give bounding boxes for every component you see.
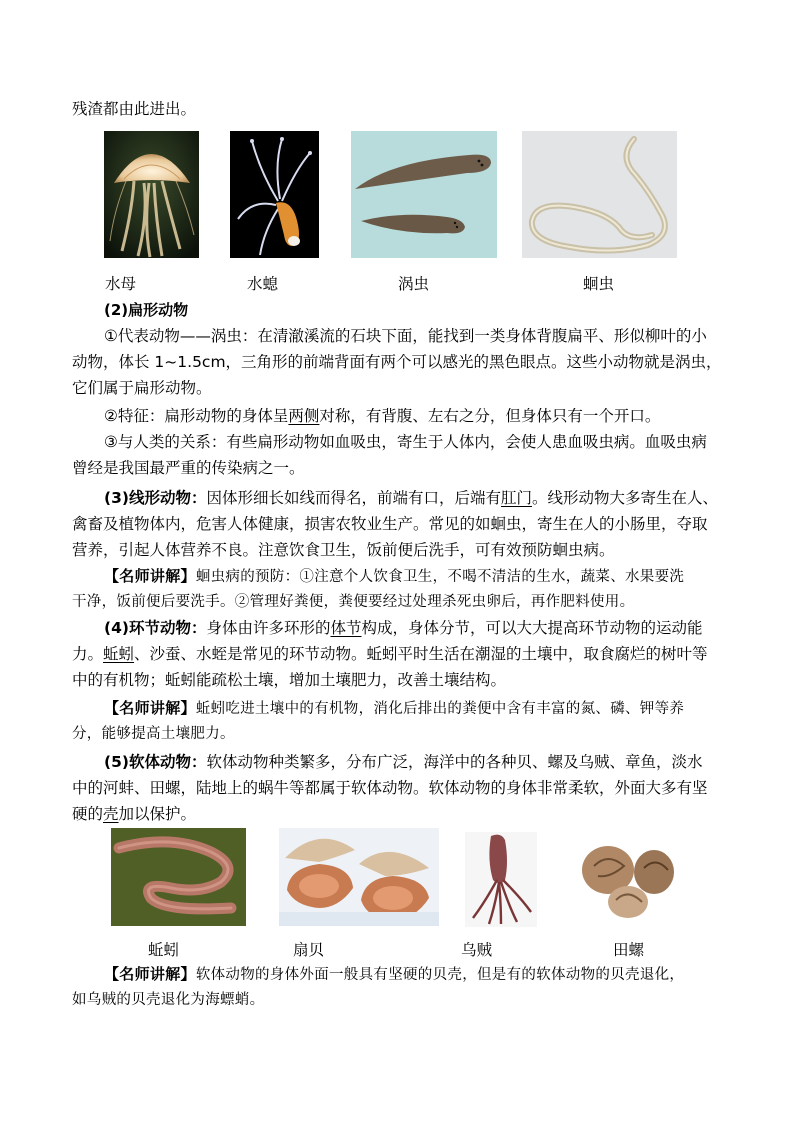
text: 软体动物的身体外面一般具有坚硬的贝壳，但是有的软体动物的贝壳退化，: [195, 967, 685, 983]
caption-hydra: 水螅: [247, 275, 279, 293]
text: 加以保护。: [118, 805, 197, 823]
note1-line2: 干净，饭前便后要洗手。②管理好粪便，粪便要经过处理杀死虫卵后，再作肥料使用。: [72, 594, 635, 610]
underlined-term: 壳: [103, 805, 119, 823]
text: 硬的: [72, 805, 104, 823]
annelid-line3: 中的有机物；蚯蚓能疏松土壤，增加土壤肥力，改善土壤结构。: [72, 671, 507, 689]
note1-line1: [104, 566, 684, 587]
note3-line2: 如乌贼的贝壳退化为海螵蛸。: [72, 992, 265, 1008]
text: 蚯蚓吃进土壤中的有机物，消化后排出的粪便中含有丰富的氮、磷、钾等养: [195, 701, 685, 717]
roundworm-photo: [522, 131, 677, 258]
note2-line1: [104, 698, 684, 719]
flatworm-p3-line2: 曾经是我国最严重的传染病之一。: [72, 459, 305, 477]
roundworm-line3: 营养，引起人体营养不良。注意饮食卫生，饭前便后洗手，可有效预防蛔虫病。: [72, 541, 615, 559]
caption-jellyfish: 水母: [105, 275, 137, 293]
flatworm-p1-line3: 它们属于扁形动物。: [72, 379, 212, 397]
caption-river-snail: 田螺: [613, 941, 645, 959]
hydra-photo: [230, 131, 319, 258]
river-snail-photo: [570, 832, 680, 927]
text: 。线形动物大多寄生在人、: [532, 489, 719, 507]
mollusc-line1: [104, 752, 702, 772]
underlined-term: 体节: [330, 619, 362, 637]
section-roundworm-heading: (3)线形动物：: [104, 489, 207, 507]
underlined-term: 两侧: [288, 407, 320, 425]
text: 、沙蚕、水蛭是常见的环节动物。蚯蚓平时生活在潮湿的土壤中，取食腐烂的树叶等: [134, 645, 708, 663]
section-annelid-heading: (4)环节动物：: [104, 619, 207, 637]
note2-line2: 分，能够提高土壤肥力。: [72, 726, 235, 742]
underlined-term: 肛门: [500, 489, 532, 507]
jellyfish-photo: [104, 131, 199, 258]
flatworm-p3-line1: ③与人类的关系：有些扁形动物如血吸虫，寄生于人体内，会使人患血吸虫病。血吸虫病: [104, 433, 707, 451]
text: 力。: [72, 645, 104, 663]
text: ②特征：扁形动物的身体呈: [104, 407, 289, 425]
caption-squid: 乌贼: [461, 941, 493, 959]
section-flatworm-heading: (2)扁形动物: [104, 301, 189, 319]
section-mollusc-heading: (5)软体动物：: [104, 753, 207, 771]
note-label: 【名师讲解】: [104, 567, 196, 585]
annelid-line2: [72, 644, 708, 664]
text: 软体动物种类繁多，分布广泛，海洋中的各种贝、螺及乌贼、章鱼，淡水: [206, 753, 703, 771]
text: 蛔虫病的预防：①注意个人饮食卫生，不喝不清洁的生水，蔬菜、水果要洗: [195, 569, 685, 585]
text: 身体由许多环形的: [206, 619, 331, 637]
note-label: 【名师讲解】: [104, 699, 196, 717]
note-label: 【名师讲解】: [104, 965, 196, 983]
flatworm-photo: [351, 131, 497, 258]
earthworm-photo: [111, 828, 246, 926]
caption-flatworm: 涡虫: [398, 275, 430, 293]
caption-scallop: 扇贝: [293, 941, 325, 959]
caption-roundworm: 蛔虫: [583, 275, 615, 293]
intro-line: 残渣都由此进出。: [72, 100, 197, 118]
roundworm-line1: [104, 488, 718, 508]
flatworm-p1-line2: 动物，体长 1~1.5cm，三角形的前端背面有两个可以感光的黑色眼点。这些小动物就是涡虫，: [72, 353, 722, 371]
annelid-line1: [104, 618, 703, 638]
note3-line1: [104, 964, 684, 985]
mollusc-line2: 中的河蚌、田螺，陆地上的蜗牛等都属于软体动物。软体动物的身体非常柔软，外面大多有坚: [72, 779, 708, 797]
mollusc-line3: [72, 804, 196, 824]
underlined-term: 蚯蚓: [103, 645, 135, 663]
flatworm-p1-line1: ①代表动物——涡虫：在清澈溪流的石块下面，能找到一类身体背腹扁平、形似柳叶的小: [104, 327, 707, 345]
text: 对称，有背腹、左右之分，但身体只有一个开口。: [319, 407, 661, 425]
scallop-photo: [279, 828, 439, 926]
flatworm-p2: [104, 406, 660, 426]
text: 构成，身体分节，可以大大提高环节动物的运动能: [361, 619, 703, 637]
caption-earthworm: 蚯蚓: [148, 941, 180, 959]
squid-photo: [465, 832, 537, 927]
roundworm-line2: 禽畜及植物体内，危害人体健康，损害农牧业生产。常见的如蛔虫，寄生在人的小肠里，夺取: [72, 515, 708, 533]
text: 因体形细长如线而得名，前端有口，后端有: [206, 489, 501, 507]
